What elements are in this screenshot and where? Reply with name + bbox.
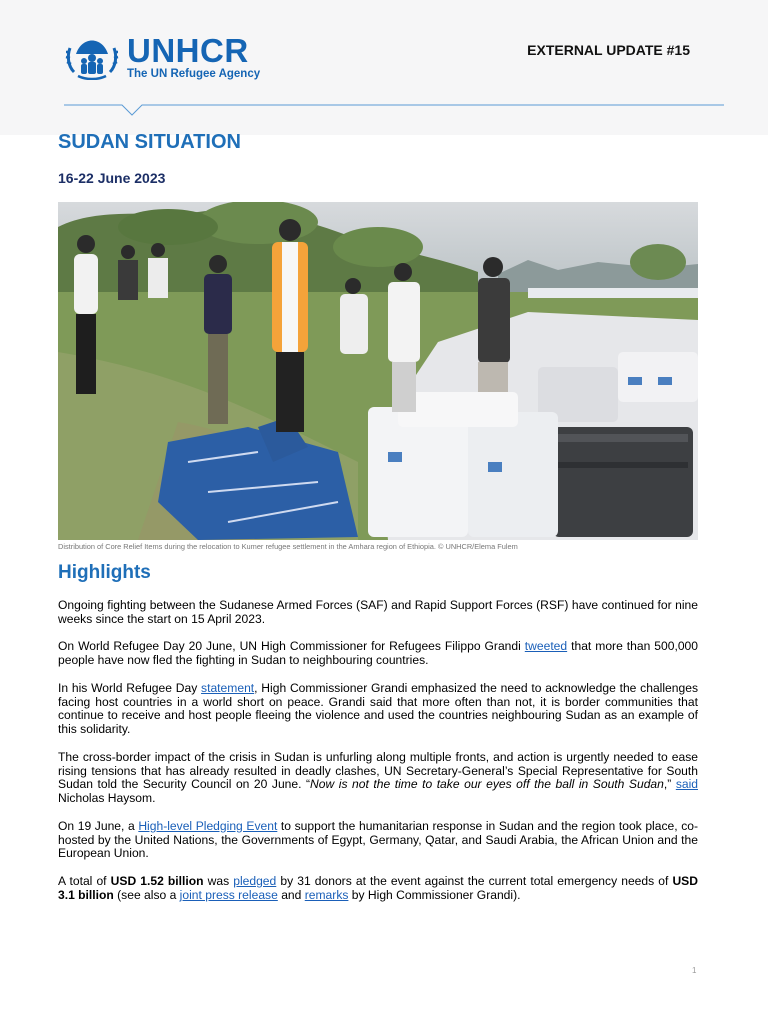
paragraph-pledging-event: On 19 June, a High-level Pledging Event to support the humanitarian response in Sudan and the region took place, co-hosted by the United Nations, the Governments of Egypt, Germany, Qatar, and Saudi Arabia, the African Union and the European Union. [58, 818, 698, 861]
unhcr-emblem-icon [64, 34, 120, 80]
paragraph-pledged-total: A total of USD 1.52 billion was pledged by 31 donors at the event against the current total emergency needs of USD 3.1 billion (see also a joint press release and remarks by High Commissioner Grandi). [58, 873, 698, 902]
quote-text: Now is not the time to take our eyes off the ball in South Sudan [310, 777, 664, 792]
pledging-event-link[interactable]: High-level Pledging Event [138, 818, 278, 833]
tweeted-link[interactable]: tweeted [524, 639, 568, 654]
paragraph-statement: In his World Refugee Day statement, High Commissioner Grandi emphasized the need to acknowledge the challenges facing host countries in a world short on peace. Grandi said that more often than not, it is border communities that continue to receive and host people fleeing the violence and used the countries neighbouring Sudan as an example of this solidarity. [58, 680, 698, 737]
said-link[interactable]: said [675, 777, 698, 792]
pledged-link[interactable]: pledged [233, 873, 277, 888]
logo-wordmark: UNHCR [127, 32, 249, 69]
total-needs-amount: USD 3.1 billion [58, 873, 698, 902]
highlights-body [58, 599, 698, 916]
paragraph-world-refugee-day: On World Refugee Day 20 June, UN High Commissioner for Refugees Filippo Grandi tweeted that more than 500,000 people have now fled the fighting in Sudan to neighbouring countries. [58, 639, 698, 668]
paragraph-fighting: Ongoing fighting between the Sudanese Armed Forces (SAF) and Rapid Support Forces (RSF) have continued for nine weeks since the start on 15 April 2023. [58, 598, 698, 626]
page-number: 1 [692, 966, 697, 975]
pledged-amount: USD 1.52 billion [110, 873, 204, 888]
unhcr-logo [64, 34, 274, 82]
external-update-label: EXTERNAL UPDATE #15 [527, 42, 690, 58]
paragraph-cross-border: The cross-border impact of the crisis in Sudan is unfurling along multiple fronts, and action is urgently needed to ease rising tensions that has already resulted in deadly clashes, UN Secretary-General’s Special Representative for South Sudan told the Security Council on 20 June. “Now is not the time to take our eyes off the ball in South Sudan,” said Nicholas Haysom. [58, 749, 698, 806]
photo-caption: Distribution of Core Relief Items during the relocation to Kumer refugee settlement in the Amhara region of Ethiopia. © UNHCR/Elema Fulem [58, 542, 518, 551]
joint-press-release-link[interactable]: joint press release [179, 887, 278, 902]
date-range: 16-22 June 2023 [58, 170, 166, 186]
relief-distribution-photo [58, 202, 698, 540]
remarks-link[interactable]: remarks [304, 887, 349, 902]
highlights-heading: Highlights [58, 562, 151, 583]
page-title: SUDAN SITUATION [58, 131, 241, 153]
header-divider [64, 104, 724, 120]
logo-tagline: The UN Refugee Agency [127, 68, 261, 80]
statement-link[interactable]: statement [201, 680, 255, 695]
